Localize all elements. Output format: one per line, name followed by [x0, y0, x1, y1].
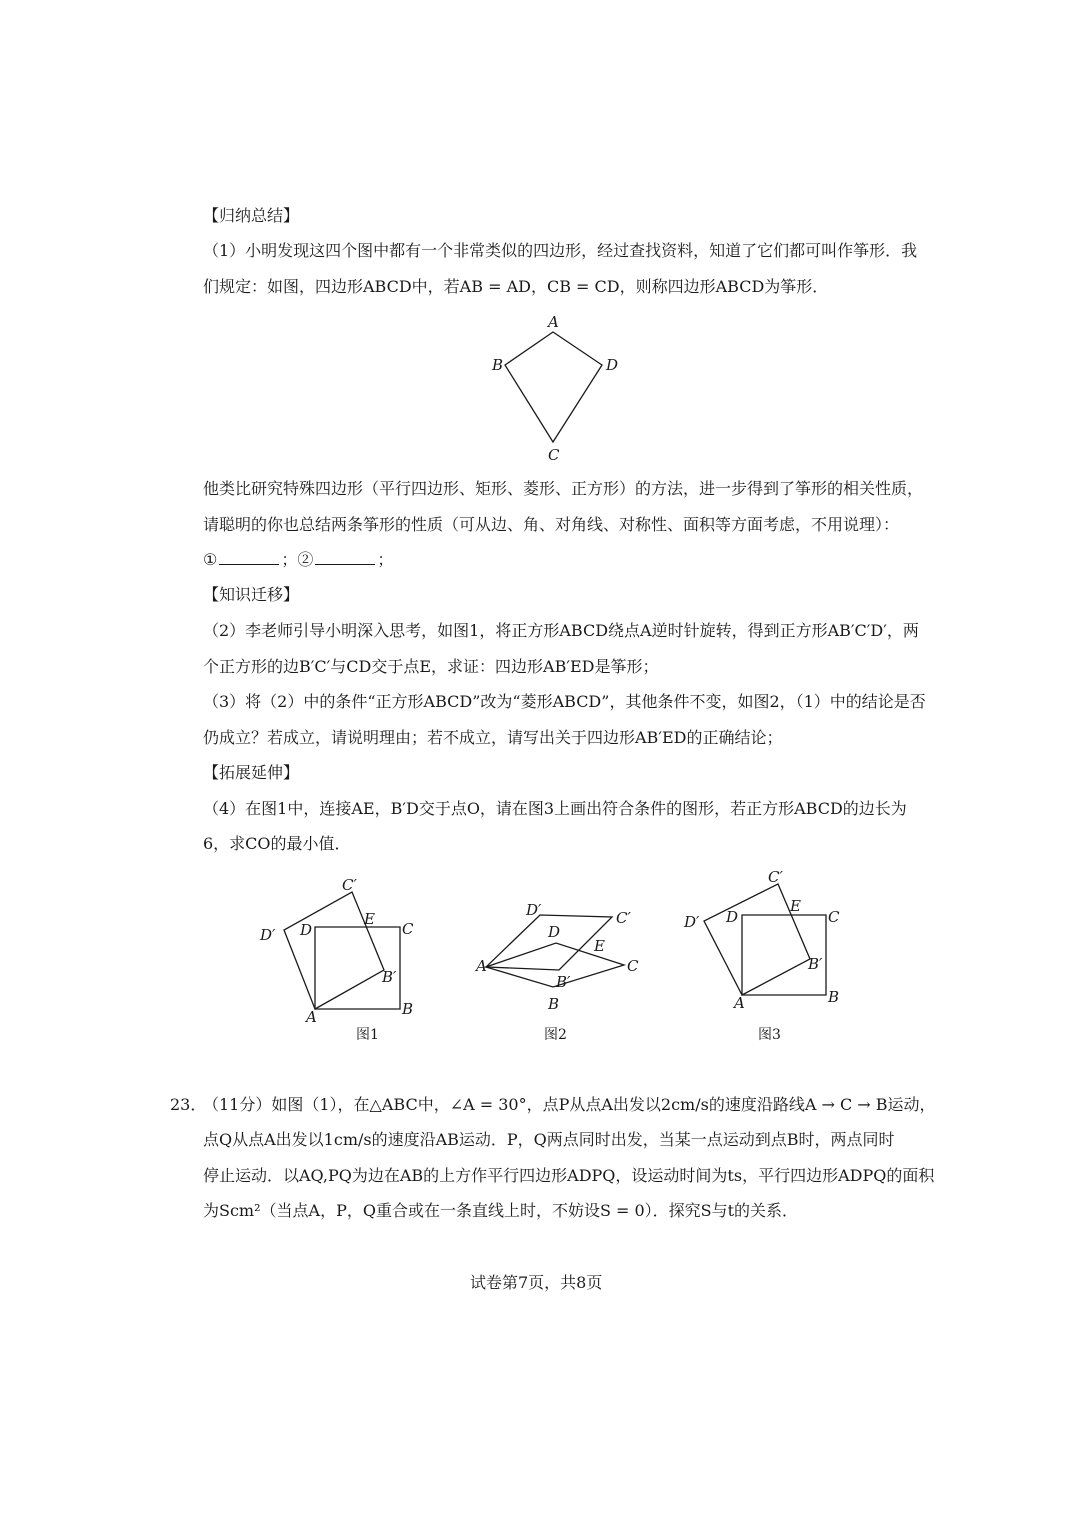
- q1-cont-line2: 请聪明的你也总结两条筝形的性质（可从边、角、对角线、对称性、面积等方面考虑，不用说理）：: [203, 515, 900, 534]
- q1-line1: （1）小明发现这四个图中都有一个非常类似的四边形，经过查找资料，知道了它们都可叫作筝形．我: [203, 241, 918, 260]
- q23-line2: 点Q从点A出发以1cm/s的速度沿AB运动．P，Q两点同时出发，当某一点运动到点B时，两点同时: [203, 1130, 895, 1149]
- fig2-label-d: D: [548, 923, 561, 941]
- answer-blank-1[interactable]: [219, 550, 279, 565]
- figure-2: [472, 893, 652, 1048]
- q23-number: 23．: [170, 1095, 207, 1114]
- q1-line2: 们规定：如图，四边形ABCD中，若AB = AD，CB = CD，则称四边形ABCD为筝形．: [203, 277, 829, 296]
- answer-blank-2[interactable]: [315, 550, 375, 565]
- fig3-label-d: D: [726, 908, 739, 926]
- fig1-caption: 图1: [356, 1027, 379, 1043]
- fig1-label-bp: B′: [382, 968, 397, 986]
- section-title-transfer: 【知识迁移】: [203, 585, 300, 604]
- fig3-label-cp: C′: [768, 868, 783, 886]
- fig3-label-a: A: [734, 994, 745, 1012]
- fig2-label-e: E: [594, 937, 605, 955]
- fig2-label-cp: C′: [616, 909, 631, 927]
- kite-label-c: C: [548, 446, 560, 464]
- fig1-label-e: E: [364, 910, 375, 928]
- q23-line1: （11分）如图（1），在△ABC中，∠A = 30°，点P从点A出发以2cm/s的速度沿路线A → C → B运动，: [203, 1095, 936, 1114]
- fig2-label-dp: D′: [526, 901, 542, 919]
- fig2-label-a: A: [476, 957, 487, 975]
- kite-label-b: B: [492, 356, 504, 374]
- fig2-label-b: B: [548, 995, 560, 1013]
- blank2-marker: ②: [297, 550, 314, 569]
- q1-blanks: [203, 549, 393, 571]
- fig1-label-dp: D′: [260, 926, 276, 944]
- fig3-label-e: E: [790, 897, 801, 915]
- fig3-label-bp: B′: [808, 955, 823, 973]
- q4-line2: 6，求CO的最小值．: [203, 834, 351, 853]
- kite-figure: [480, 310, 630, 470]
- q3-line1: （3）将（2）中的条件“正方形ABCD”改为“菱形ABCD”，其他条件不变，如图2，（1）中的结论是否: [203, 692, 926, 711]
- q23-line4: 为Scm²（当点A，P，Q重合或在一条直线上时，不妨设S = 0）．探究S与t的关系．: [203, 1201, 799, 1220]
- fig3-label-c: C: [828, 908, 840, 926]
- fig3-caption: 图3: [758, 1027, 781, 1043]
- fig3-label-dp: D′: [684, 913, 700, 931]
- kite-shape: [505, 332, 602, 442]
- fig3-label-b: B: [828, 988, 840, 1006]
- page-footer: 试卷第7页，共8页: [470, 1273, 603, 1292]
- blank1-marker: ①: [203, 550, 218, 569]
- fig1-label-a: A: [306, 1008, 317, 1026]
- fig2-caption: 图2: [544, 1027, 567, 1043]
- fig2-label-c: C: [627, 957, 639, 975]
- fig1-label-d: D: [300, 921, 313, 939]
- blank-separator: ；: [281, 550, 298, 569]
- q1-cont-line1: 他类比研究特殊四边形（平行四边形、矩形、菱形、正方形）的方法，进一步得到了筝形的相关性质，: [203, 479, 924, 498]
- kite-label-a: A: [548, 313, 559, 331]
- q2-line2: 个正方形的边B′C′与CD交于点E，求证：四边形AB′ED是筝形；: [203, 657, 659, 676]
- figure-1: [250, 872, 430, 1047]
- kite-label-d: D: [606, 356, 619, 374]
- fig1-label-cp: C′: [342, 876, 357, 894]
- q3-line2: 仍成立？若成立，请说明理由；若不成立，请写出关于四边形AB′ED的正确结论；: [203, 728, 783, 747]
- section-title-summary: 【归纳总结】: [203, 206, 300, 225]
- figure-3: [680, 863, 860, 1048]
- fig1-label-b: B: [402, 1000, 414, 1018]
- fig2-label-bp: B′: [556, 973, 571, 991]
- blank-end: ；: [377, 550, 394, 569]
- q4-line1: （4）在图1中，连接AE，B′D交于点O，请在图3上画出符合条件的图形，若正方形ABCD的边长为: [203, 799, 907, 818]
- fig1-label-c: C: [402, 920, 414, 938]
- q23-line3: 停止运动．以AQ,PQ为边在AB的上方作平行四边形ADPQ，设运动时间为ts，平行四边形ADPQ的面积: [203, 1166, 935, 1185]
- section-title-extend: 【拓展延伸】: [203, 763, 300, 782]
- q2-line1: （2）李老师引导小明深入思考，如图1，将正方形ABCD绕点A逆时针旋转，得到正方形AB′C′D′，两: [203, 621, 919, 640]
